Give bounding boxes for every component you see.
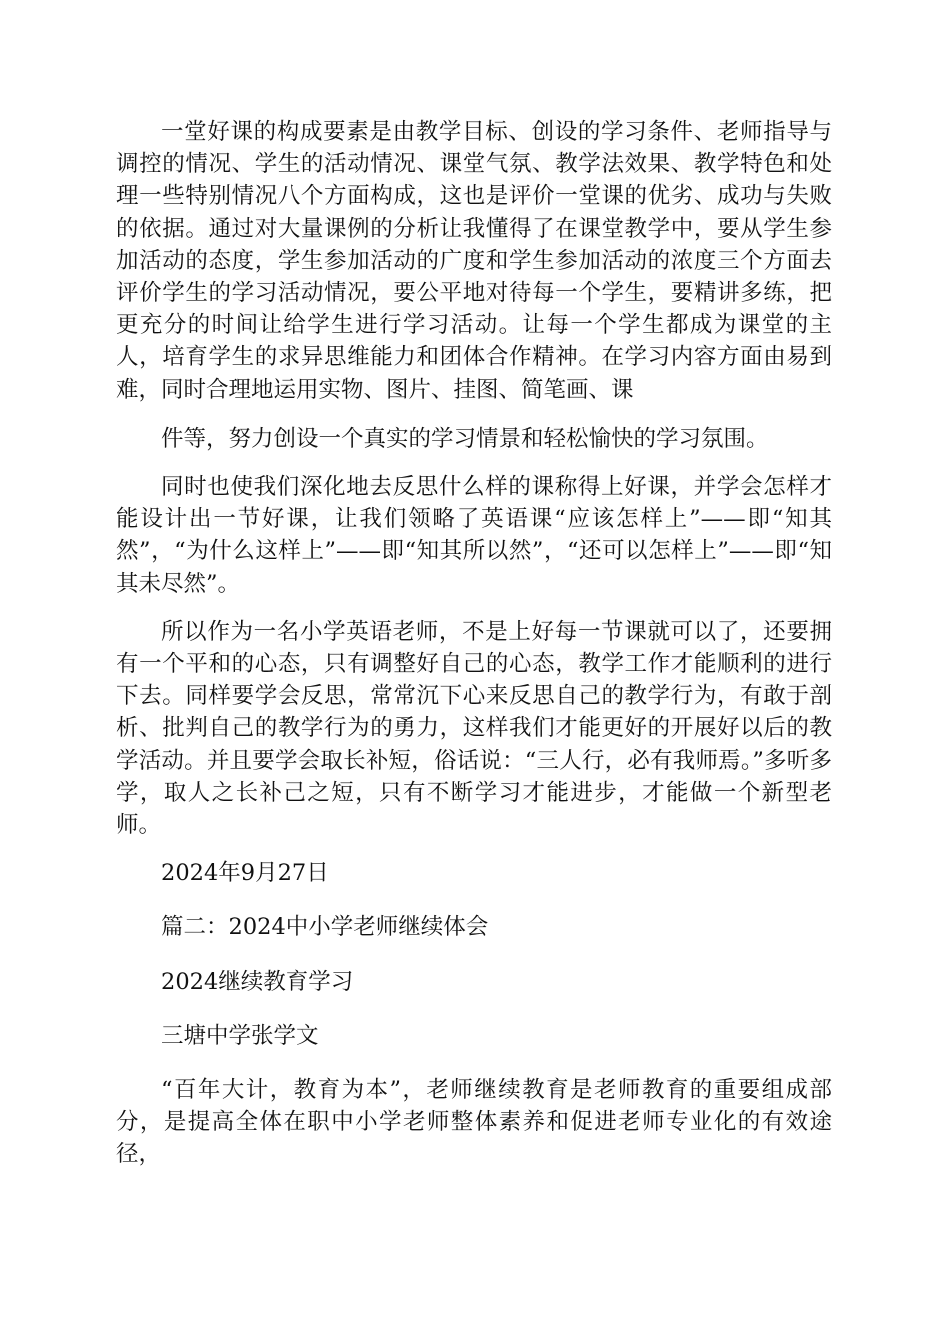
author-line: 三塘中学张学文 <box>161 1022 319 1049</box>
paragraph-reflection: 同时也使我们深化地去反思什么样的课称得上好课，并学会怎样才能设计出一节好课，让我们领略了英语课“应该怎样上”——即“知其然”，“为什么这样上”——即“知其所以然”，“还可以怎样上”——即“知其未尽然”。 <box>116 474 832 597</box>
section-title: 篇二：2024中小学老师继续体会 <box>161 914 489 941</box>
paragraph-learning-atmosphere: 件等，努力创设一个真实的学习情景和轻松愉快的学习氛围。 <box>161 425 769 452</box>
paragraph-good-lesson-elements: 一堂好课的构成要素是由教学目标、创设的学习条件、老师指导与调控的情况、学生的活动情况、课堂气氛、教学法效果、教学特色和处理一些特别情况八个方面构成，这也是评价一堂课的优劣、成功与失败的依据。通过对大量课例的分析让我懂得了在课堂教学中，要从学生参加活动的态度，学生参加活动的广度和学生参加活动的浓度三个方面去评价学生的学习活动情况，要公平地对待每一个学生，要精讲多练，把更充分的时间让给学生进行学习活动。让每一个学生都成为课堂的主人，培育学生的求异思维能力和团体合作精神。在学习内容方面由易到难，同时合理地运用实物、图片、挂图、简笔画、课 <box>116 119 832 403</box>
section-subtitle: 2024继续教育学习 <box>161 968 354 995</box>
document-page <box>116 116 832 1187</box>
paragraph-continuing-education: “百年大计，教育为本”，老师继续教育是老师教育的重要组成部分，是提高全体在职中小学老师整体素养和促进老师专业化的有效途径， <box>116 1077 832 1168</box>
paragraph-teacher-mindset: 所以作为一名小学英语老师，不是上好每一节课就可以了，还要拥有一个平和的心态，只有调整好自己的心态，教学工作才能顺利的进行下去。同样要学会反思，常常沉下心来反思自己的教学行为，有敢于剖析、批判自己的教学行为的勇力，这样我们才能更好的开展好以后的教学活动。并且要学会取长补短，俗话说：“三人行，必有我师焉。”多听多学，取人之长补己之短，只有不断学习才能进步，才能做一个新型老师。 <box>116 618 832 839</box>
date-line: 2024年9月27日 <box>161 860 329 887</box>
